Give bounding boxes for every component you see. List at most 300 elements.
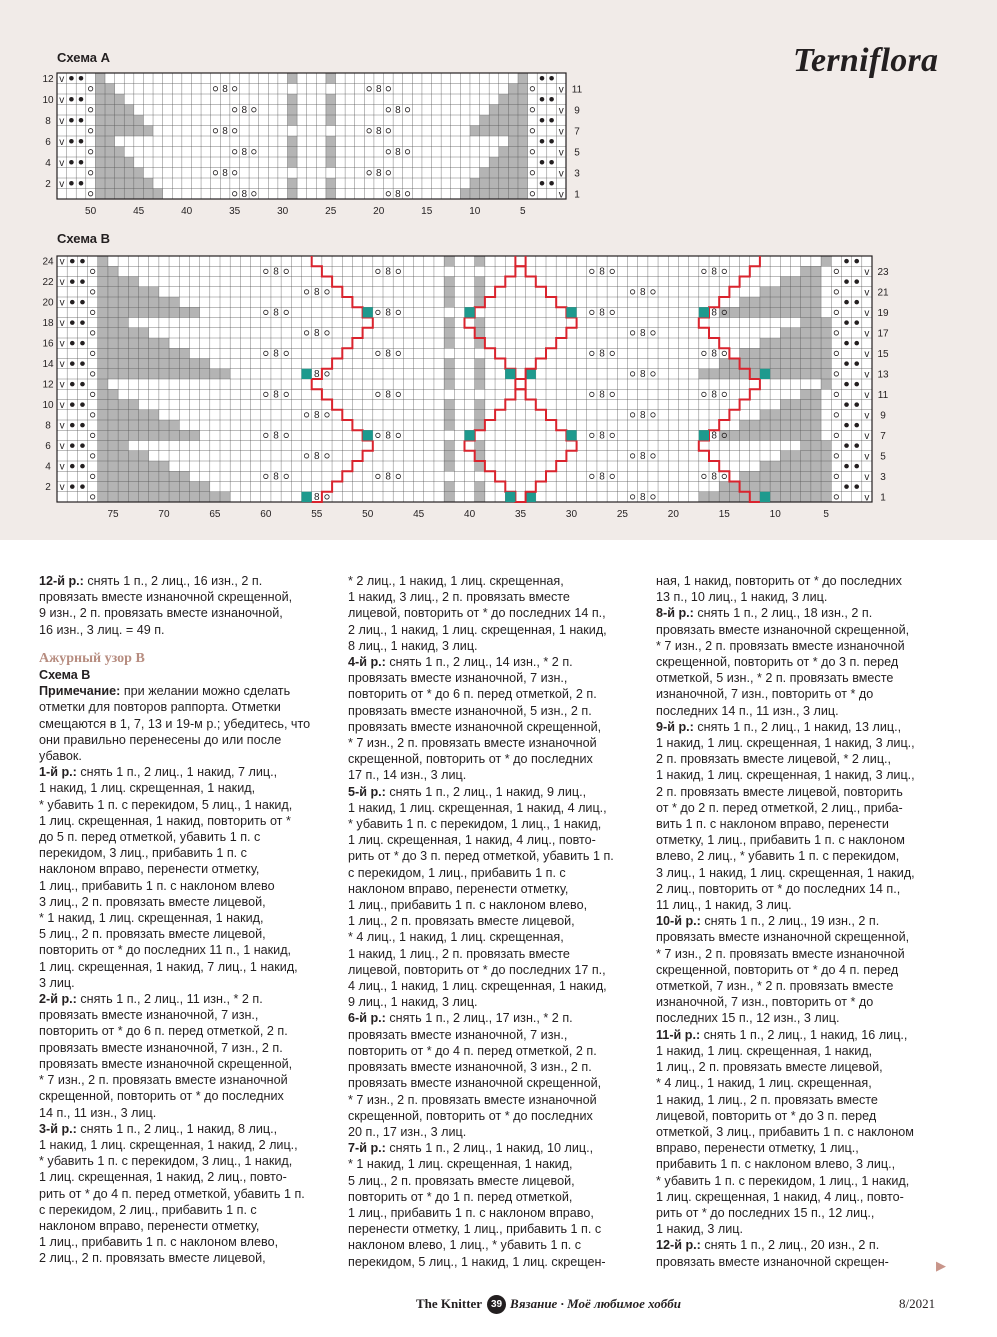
twisted-stitch-symbol: 8 [385,266,391,278]
slip-symbol: v [59,379,65,391]
twisted-stitch-symbol: 8 [395,104,401,116]
instruction-text: 2 лиц., 2 п. провязать вместе лицевой, [39,1251,266,1266]
instruction-line [348,605,648,621]
purl-dot [80,484,85,489]
shaded-cell [499,147,528,158]
row-number-right: 13 [877,369,889,381]
purl-dot [80,341,85,346]
instruction-line [39,878,339,894]
instruction-text: отметкой, 3 лиц., прибавить 1 п. с наклоном [656,1124,914,1139]
purl-dot [549,76,554,81]
twisted-stitch-symbol: 8 [222,167,228,179]
instruction-text: провязать вместе изнаночной скрещенной, [348,1076,602,1091]
instruction-line [656,1254,956,1270]
instruction-line [348,686,648,702]
purl-dot [80,259,85,264]
shaded-cell [444,420,454,430]
knitting-charts [0,0,997,540]
shaded-cell [98,379,108,389]
column-number: 35 [514,509,527,520]
shaded-cell [475,441,485,451]
shaded-cell [287,136,297,147]
instruction-text: последних 14 п., 11 изн., 3 лиц. [656,703,839,718]
twisted-stitch-symbol: 8 [395,146,401,158]
column-number: 40 [464,509,476,520]
instruction-text: * 1 накид, 1 лиц. скрещенная, 1 накид, [39,911,264,926]
row-number-left: 22 [42,277,54,289]
instruction-line [656,605,956,621]
twisted-stitch-symbol: 8 [640,450,646,462]
instruction-text: ная, 1 накид, повторить от * до последних [656,574,902,588]
instruction-line [656,1124,956,1140]
purl-dot [80,320,85,325]
instruction-line [348,946,648,962]
column-number: 50 [85,206,97,217]
chart-a-label: Схема А [57,50,111,65]
instruction-line [656,1221,956,1237]
teal-marker-cell [505,369,515,379]
instruction-text: провязать вместе изнаночной, 7 изн., [348,671,568,686]
slip-symbol: v [864,389,870,401]
row-number-left: 6 [45,136,51,148]
instruction-text: наклоном вправо, перенести отметку, [39,1218,260,1233]
purl-dot [854,300,859,305]
teal-marker-cell [526,369,536,379]
twisted-stitch-symbol: 8 [375,167,382,179]
purl-dot [540,118,545,123]
instruction-text: снять 1 п., 2 лиц., 1 накид, 10 лиц., [385,1141,594,1156]
purl-dot [80,423,85,428]
shaded-cell [475,410,485,420]
row-number-left: 4 [45,157,51,169]
instruction-text: повторить от * до последних 11 п., 1 накид, [39,943,292,958]
instruction-line [656,994,956,1010]
instruction-line [656,589,956,605]
instruction-line [348,897,648,913]
shaded-cell [475,297,485,307]
instruction-line [656,800,956,816]
instruction-line [656,832,956,848]
twisted-stitch-symbol: 8 [314,450,320,462]
purl-dot [79,181,84,186]
instruction-line [39,1234,339,1250]
instruction-line [656,1075,956,1091]
instruction-text: снять 1 п., 2 лиц., 1 накид, 9 лиц., [385,784,587,799]
instruction-line [656,978,956,994]
instruction-line [656,703,956,719]
instruction-line [39,589,339,605]
instruction-line [39,942,339,958]
instruction-text: * 7 изн., 2 п. провязать вместе изнаночной [656,638,905,653]
shaded-cell [95,147,124,158]
purl-dot [549,139,554,144]
row-number-right: 11 [571,84,583,96]
instruction-text: повторить от * до 1 п. перед отметкой, [348,1189,573,1204]
instruction-line [39,975,339,991]
row-number-left: 12 [42,379,54,391]
teal-marker-cell [363,430,373,440]
slip-symbol: v [864,430,870,442]
instruction-text: рить от * до последних 15 п., 12 лиц., [656,1205,875,1220]
instruction-line [39,1169,339,1185]
instruction-text: 1 накид, 1 лиц., 2 п. провязать вместе [656,1092,878,1107]
slip-symbol: v [864,410,870,422]
instruction-text: перенести отметку, 1 лиц., прибавить 1 п. с [348,1222,602,1237]
shaded-cell [760,338,831,348]
page-footer [0,1296,997,1316]
twisted-stitch-symbol: 8 [711,348,717,360]
instruction-line [348,848,648,864]
slip-symbol: v [59,400,65,412]
instruction-text: * убавить 1 п. с перекидом, 1 лиц., 1 накид, [656,1173,910,1188]
column-number: 60 [260,509,272,520]
shaded-cell [821,379,831,389]
purl-dot [844,382,849,387]
twisted-stitch-symbol: 8 [395,188,401,200]
instruction-line [39,748,339,764]
instruction-line [348,735,648,751]
twisted-stitch-symbol: 8 [314,286,320,298]
instruction-line [348,1027,648,1043]
instruction-text: 3 лиц., 2 п. провязать вместе лицевой, [39,894,266,909]
instruction-text: 1 лиц., прибавить 1 п. с наклоном влево, [348,898,588,913]
twisted-stitch-symbol: 8 [711,389,717,401]
shaded-cell [480,168,528,179]
teal-marker-cell [302,492,312,502]
instruction-line [656,913,956,929]
purl-dot [79,139,84,144]
instruction-text: 1 лиц. скрещенная, 1 накид, 2 лиц., повто- [39,1170,287,1185]
row-label: 12-й р.: [39,574,84,588]
instruction-text: * 2 лиц., 1 накид, 1 лиц. скрещенная, [348,574,564,588]
instruction-line [39,1105,339,1121]
slip-symbol: v [864,328,870,340]
shaded-cell [444,277,454,287]
instruction-text: 5 лиц., 2 п. провязать вместе лицевой, [348,1173,575,1188]
twisted-stitch-symbol: 8 [640,368,646,380]
purl-dot [80,361,85,366]
purl-dot [844,464,849,469]
instruction-text: снять 1 п., 2 лиц., 16 изн., 2 п. [83,574,263,588]
instruction-text: 14 п., 11 изн., 3 лиц. [39,1105,157,1120]
twisted-stitch-symbol: 8 [640,409,646,421]
shaded-cell [475,277,485,287]
purl-dot [844,402,849,407]
instruction-line [39,1121,339,1137]
instruction-text: изнаночной, 7 изн., повторить от * до [656,687,874,702]
instruction-line [348,1140,648,1156]
purl-dot [79,118,84,123]
page-number-badge: 39 [487,1295,506,1314]
slip-symbol: v [59,277,65,289]
shaded-cell [326,157,336,168]
instruction-text: снять 1 п., 2 лиц., 1 накид, 7 лиц., [76,765,278,780]
instruction-line [348,1156,648,1172]
twisted-stitch-symbol: 8 [599,307,605,319]
instruction-line [348,800,648,816]
column-number: 15 [718,509,730,520]
instruction-text: * 4 лиц., 1 накид, 1 лиц. скрещенная, [348,930,564,945]
twisted-stitch-symbol: 8 [711,430,717,442]
slip-symbol: v [59,115,65,127]
instruction-text: провязать вместе изнаночной, 5 изн., 2 п. [348,703,592,718]
instruction-line [39,605,339,621]
twisted-stitch-symbol: 8 [241,104,248,116]
chart-b-label: Схема В [57,231,111,246]
instruction-text: с перекидом, 2 лиц., прибавить 1 п. с [39,1202,257,1217]
twisted-stitch-symbol: 8 [385,471,391,483]
instruction-text: при желании можно сделать [120,684,291,699]
instruction-line [348,1254,648,1270]
instruction-line [39,1056,339,1072]
shaded-cell [475,338,485,348]
slip-symbol: v [864,348,870,360]
slip-symbol: v [558,105,564,117]
shaded-cell [480,115,528,126]
instruction-line [656,751,956,767]
row-label: 3-й р.: [39,1121,77,1136]
twisted-stitch-symbol: 8 [375,125,382,137]
column-number: 10 [469,206,481,217]
purl-dot [80,300,85,305]
instruction-text: скрещенной, повторить от * до 3 п. перед [656,655,899,670]
instruction-text: изнаночной, 7 изн., повторить от * до [656,995,874,1010]
shaded-cell [98,471,190,481]
instruction-text: 1 накид, 3 лиц., 2 п. провязать вместе [348,590,570,605]
teal-marker-cell [699,430,709,440]
instruction-text: повторить от * до 6 п. перед отметкой, 2 п. [39,1024,288,1039]
purl-dot [70,402,75,407]
instruction-text: отметкой, 5 изн., * 2 п. провязать вместе [656,671,894,686]
shaded-cell [780,328,831,338]
instruction-text: скрещенной, повторить от * до 4 п. перед [656,962,899,977]
row-number-left: 8 [45,115,51,127]
shaded-cell [287,73,297,84]
teal-marker-cell [760,369,770,379]
shaded-cell [475,420,485,430]
slip-symbol: v [864,287,870,299]
instruction-line [39,991,339,1007]
instruction-line [348,913,648,929]
instruction-text: скрещенной, повторить от * до последних [348,752,593,767]
instruction-line [39,813,339,829]
instruction-text: прибавить 1 п. с наклоном влево, 3 лиц., [656,1157,896,1172]
slip-symbol: v [59,338,65,350]
teal-marker-cell [465,430,475,440]
teal-marker-cell [505,492,515,502]
instruction-text: 3 лиц. [39,975,75,990]
shaded-cell [475,256,485,266]
instruction-line [39,1250,339,1266]
instruction-text: отметку, 1 лиц., прибавить 1 п. с наклоном [656,833,905,848]
column-number: 20 [373,206,385,217]
instruction-text: 1 накид, 1 лиц. скрещенная, 1 накид, 4 лиц., [348,800,607,815]
shaded-cell [326,115,336,126]
purl-dot [70,300,75,305]
instruction-line [348,881,648,897]
purl-dot [80,443,85,448]
purl-dot [844,300,849,305]
row-number-left: 12 [42,73,54,85]
column-number: 15 [421,206,433,217]
instruction-text: провязать вместе изнаночной скрещенной, [348,719,602,734]
instruction-text: 1 лиц., прибавить 1 п. с наклоном влево, [39,1235,279,1250]
instruction-text: 1 лиц., прибавить 1 п. с наклоном влево [39,878,275,893]
purl-dot [80,464,85,469]
purl-dot [79,160,84,165]
instruction-text: 4 лиц., 1 накид, 1 лиц. скрещенная, 1 накид, [348,979,607,994]
row-number-right: 1 [880,492,886,504]
twisted-stitch-symbol: 8 [273,266,279,278]
instruction-line [348,589,648,605]
instruction-line [656,865,956,881]
instruction-line [39,829,339,845]
instruction-text: провязать вместе изнаночной, 3 изн., 2 п. [348,1060,592,1075]
instruction-line [39,1186,339,1202]
instruction-line [348,638,648,654]
row-number-left: 14 [42,359,54,371]
purl-dot [70,279,75,284]
slip-symbol: v [59,73,65,85]
row-number-left: 6 [45,441,51,453]
twisted-stitch-symbol: 8 [640,327,646,339]
shaded-cell [287,189,297,200]
instruction-text: * 7 изн., 2 п. провязать вместе изнаночной [39,1073,288,1088]
instruction-text: перекидом, 5 лиц., 1 накид, 1 лиц. скрещен- [348,1254,606,1269]
instruction-line [39,861,339,877]
instruction-line [348,1043,648,1059]
purl-dot [854,279,859,284]
instruction-line [348,670,648,686]
row-number-left: 4 [45,461,51,473]
instruction-text: * 4 лиц., 1 накид, 1 лиц. скрещенная, [656,1076,872,1091]
shaded-cell [444,256,454,266]
shaded-cell [444,400,454,410]
purl-dot [844,423,849,428]
slip-symbol: v [59,178,65,190]
shaded-cell [444,482,454,492]
instruction-line [348,978,648,994]
row-number-left: 20 [42,297,54,309]
instruction-line [656,1010,956,1026]
instruction-line [39,573,339,589]
purl-dot [80,382,85,387]
shaded-cell [287,94,297,105]
instruction-text: 1 лиц., 2 п. провязать вместе лицевой, [348,914,575,929]
instruction-text: вить 1 п. с наклоном вправо, перенести [656,817,889,832]
shaded-cell [287,178,297,189]
twisted-stitch-symbol: 8 [273,307,279,319]
instruction-line [348,1205,648,1221]
twisted-stitch-symbol: 8 [640,286,646,298]
instruction-line [348,1221,648,1237]
instruction-text: наклоном влево, 1 лиц., * убавить 1 п. с [348,1238,582,1253]
row-number-right: 3 [574,168,580,180]
instruction-text: снять 1 п., 2 лиц., 19 изн., 2 п. [700,914,880,929]
instruction-line [348,1237,648,1253]
purl-dot [70,484,75,489]
shaded-cell [98,338,169,348]
purl-dot [549,160,554,165]
teal-marker-cell [566,430,576,440]
instruction-text: убавок. [39,749,82,764]
shaded-cell [475,461,485,471]
twisted-stitch-symbol: 8 [273,348,279,360]
instruction-text: 1 лиц., прибавить 1 п. с наклоном вправо, [348,1205,594,1220]
instruction-line [656,670,956,686]
slip-symbol: v [59,420,65,432]
row-number-right: 5 [880,451,886,463]
shaded-cell [801,318,832,328]
instruction-text: повторить от * до 4 п. перед отметкой, 2 п. [348,1043,597,1058]
row-number-right: 23 [877,266,889,278]
purl-dot [79,76,84,81]
shaded-cell [98,492,230,502]
instruction-text: * 7 изн., 2 п. провязать вместе изнаночной [348,1092,597,1107]
slip-symbol: v [59,482,65,494]
instruction-line [39,716,339,732]
instruction-line [656,946,956,962]
instruction-line [39,622,339,638]
instruction-text: с перекидом, 1 лиц., прибавить 1 п. с [348,865,566,880]
instruction-text: до 5 п. перед отметкой, убавить 1 п. с [39,830,261,845]
instruction-line [656,1237,956,1253]
purl-dot [540,160,545,165]
slip-symbol: v [59,461,65,473]
instruction-line [39,1040,339,1056]
instruction-text: 1 накид, 1 лиц. скрещенная, 1 накид, [39,781,256,796]
instruction-line [39,1202,339,1218]
shaded-cell [98,348,190,358]
shaded-cell [326,105,336,116]
purl-dot [80,402,85,407]
instruction-text: провязать вместе изнаночной скрещен- [656,1254,889,1269]
instruction-text: скрещенной, повторить от * до последних [39,1089,284,1104]
instruction-text: 13 п., 10 лиц., 1 накид, 3 лиц. [656,590,828,605]
purl-dot [540,139,545,144]
purl-dot [69,181,74,186]
shaded-cell [95,115,143,126]
instruction-text: провязать вместе изнаночной, 7 изн., 2 п. [39,1040,283,1055]
instruction-text: 2 лиц., повторить от * до последних 14 п., [656,881,901,896]
purl-dot [540,97,545,102]
instruction-line [656,784,956,800]
row-number-right: 15 [877,348,889,360]
instruction-text: они правильно перенесены до или после [39,732,282,747]
instruction-line [656,1043,956,1059]
shaded-cell [518,73,528,84]
slip-symbol: v [864,471,870,483]
instruction-line [656,719,956,735]
instruction-text: провязать вместе изнаночной скрещенной, [39,1056,293,1071]
row-number-right: 7 [574,126,580,138]
instruction-text: * убавить 1 п. с перекидом, 1 лиц., 1 накид, [348,817,602,832]
text-column-3 [656,573,956,1270]
instruction-line [656,897,956,913]
slip-symbol: v [864,369,870,381]
instruction-text: снять 1 п., 2 лиц., 18 изн., 2 п. [693,606,873,621]
purl-dot [854,382,859,387]
shaded-cell [98,482,210,492]
row-label: 6-й р.: [348,1011,386,1026]
instruction-line [39,1072,339,1088]
instruction-line [348,719,648,735]
instruction-text: 5 лиц., 2 п. провязать вместе лицевой, [39,927,266,942]
twisted-stitch-symbol: 8 [375,83,382,95]
instruction-line [39,667,339,683]
instruction-line [348,703,648,719]
instruction-line [348,929,648,945]
